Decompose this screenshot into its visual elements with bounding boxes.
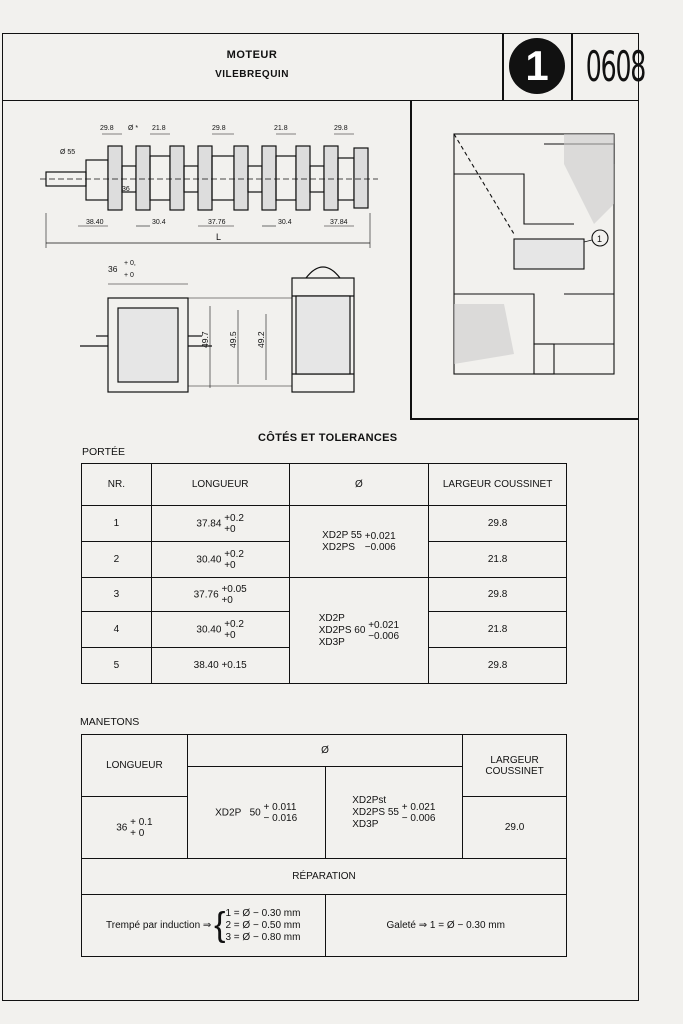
cell-nr: 1 bbox=[82, 506, 152, 542]
tol-minus: −0.006 bbox=[368, 630, 400, 642]
cell-nr: 3 bbox=[82, 578, 152, 612]
largeur-line: LARGEUR bbox=[490, 754, 539, 766]
dim-label: 29.8 bbox=[212, 125, 226, 132]
largeur-line: COUSSINET bbox=[485, 765, 544, 777]
col-header-diameter: Ø bbox=[289, 464, 429, 506]
portee-table bbox=[81, 463, 567, 684]
model: XD3P bbox=[352, 818, 379, 830]
dim-label: 21.8 bbox=[152, 125, 166, 132]
dim-label: 49.5 bbox=[228, 331, 238, 348]
dim-label: 29.8 bbox=[100, 125, 114, 132]
brace: { bbox=[214, 906, 226, 944]
induction-step: 2 = Ø − 0.50 mm bbox=[225, 919, 301, 931]
header-divider bbox=[571, 33, 573, 100]
model: XD2Pst bbox=[352, 794, 387, 806]
tol-plus: +0.021 bbox=[368, 619, 400, 631]
dia-value: 50 bbox=[249, 807, 261, 819]
manetons-label: MANETONS bbox=[80, 716, 140, 728]
cell-length bbox=[82, 797, 188, 859]
tol-plus: +0.2 bbox=[224, 548, 244, 560]
tol-minus: + 0 bbox=[130, 827, 145, 839]
dim-label: Ø * bbox=[128, 125, 139, 132]
dim-label: 36 bbox=[108, 264, 118, 274]
tol-minus: +0 bbox=[221, 594, 233, 606]
callout-label: 1 bbox=[597, 234, 603, 244]
cell-largeur: 29.8 bbox=[429, 506, 567, 542]
induction-step: 3 = Ø − 0.80 mm bbox=[225, 931, 301, 943]
model: XD2P bbox=[322, 529, 349, 541]
induction-step: 1 = Ø − 0.30 mm bbox=[225, 907, 301, 919]
tol-plus: +0.021 bbox=[364, 530, 396, 542]
table-row bbox=[82, 506, 567, 542]
length-value: 30.40 bbox=[196, 624, 222, 636]
table-row bbox=[82, 578, 567, 612]
journal-detail-drawing bbox=[60, 256, 400, 396]
dia-value: 55 bbox=[350, 529, 362, 541]
dim-label: Ø 55 bbox=[60, 149, 76, 156]
tol-minus: −0.006 bbox=[364, 541, 396, 553]
dim-label: 30.4 bbox=[278, 219, 292, 226]
cell-nr: 5 bbox=[82, 648, 152, 684]
col-header-largeur: LARGEUR COUSSINET bbox=[429, 464, 567, 506]
tol-plus: + 0.011 bbox=[263, 801, 297, 813]
col-header-largeur bbox=[463, 735, 567, 797]
cell-largeur: 29.8 bbox=[429, 578, 567, 612]
cell-longueur bbox=[151, 612, 289, 648]
model: XD2PS 60 bbox=[318, 624, 366, 636]
model: XD2PS bbox=[322, 541, 355, 553]
tol-plus: + 0.021 bbox=[401, 801, 436, 813]
cell-nr: 2 bbox=[82, 542, 152, 578]
col-header-longueur: LONGUEUR bbox=[82, 735, 188, 797]
dim-label: 36 bbox=[122, 186, 130, 193]
cell-diameter-xd2pst bbox=[325, 767, 463, 859]
page-number: 0608 bbox=[585, 42, 646, 91]
dim-label: L bbox=[216, 232, 222, 242]
tol-plus: +0.05 bbox=[221, 583, 247, 595]
dim-label: 49.7 bbox=[200, 331, 210, 348]
cell-largeur: 29.8 bbox=[429, 648, 567, 684]
dim-label: 37.76 bbox=[208, 219, 226, 226]
dim-label: 49.2 bbox=[256, 331, 266, 348]
dim-label: + 0, bbox=[124, 260, 136, 267]
cell-galete: Galeté ⇒ 1 = Ø − 0.30 mm bbox=[325, 895, 567, 957]
cell-nr: 4 bbox=[82, 612, 152, 648]
model: XD2P bbox=[318, 612, 345, 624]
bearing-section-drawing bbox=[414, 104, 636, 416]
cell-diameter-group1 bbox=[289, 506, 429, 578]
cell-longueur bbox=[151, 542, 289, 578]
cell-induction bbox=[82, 895, 326, 957]
dim-label: 37.84 bbox=[330, 219, 348, 226]
manetons-table bbox=[81, 734, 567, 957]
page-header bbox=[2, 33, 646, 101]
divider bbox=[410, 418, 639, 420]
cell-diameter-group2 bbox=[289, 578, 429, 684]
header-divider bbox=[502, 33, 504, 100]
page-subtitle: VILEBREQUIN bbox=[215, 69, 289, 80]
model: XD2PS 55 bbox=[352, 806, 399, 818]
section-title: CÔTÉS ET TOLERANCES bbox=[258, 432, 398, 444]
cell-largeur: 21.8 bbox=[429, 612, 567, 648]
tol-plus: + 0.1 bbox=[130, 816, 153, 828]
cell-longueur bbox=[151, 578, 289, 612]
tol-minus: +0 bbox=[224, 559, 236, 571]
chapter-badge: 1 bbox=[509, 38, 565, 94]
col-header-diameter: Ø bbox=[187, 735, 462, 767]
induction-label: Trempé par induction ⇒ bbox=[106, 920, 212, 932]
dim-label: 21.8 bbox=[274, 125, 288, 132]
length-value: 37.76 bbox=[193, 589, 219, 601]
tol-plus: +0.2 bbox=[224, 512, 244, 524]
portee-label: PORTÉE bbox=[82, 446, 125, 458]
model: XD3P bbox=[318, 636, 345, 648]
cell-largeur: 29.0 bbox=[463, 797, 567, 859]
dim-label: 38.40 bbox=[86, 219, 104, 226]
cell-longueur bbox=[151, 506, 289, 542]
col-header-nr: NR. bbox=[82, 464, 152, 506]
tol-minus: − 0.016 bbox=[263, 812, 298, 824]
model: XD2P bbox=[215, 807, 242, 819]
cell-largeur: 21.8 bbox=[429, 542, 567, 578]
length-value: 36 bbox=[116, 822, 128, 834]
tol-minus: − 0.006 bbox=[401, 812, 436, 824]
reparation-title: RÉPARATION bbox=[82, 859, 567, 895]
length-value: 30.40 bbox=[196, 554, 222, 566]
page-title: MOTEUR bbox=[226, 49, 278, 61]
tol-minus: +0 bbox=[224, 523, 236, 535]
cell-diameter-xd2p bbox=[187, 767, 325, 859]
cell-longueur: 38.40 +0.15 bbox=[151, 648, 289, 684]
tol-plus: +0.2 bbox=[224, 618, 244, 630]
dim-label: + 0 bbox=[124, 272, 134, 279]
dim-label: 29.8 bbox=[334, 125, 348, 132]
col-header-longueur: LONGUEUR bbox=[151, 464, 289, 506]
divider bbox=[410, 101, 412, 419]
crankshaft-drawing bbox=[40, 118, 385, 253]
tol-minus: +0 bbox=[224, 629, 236, 641]
dim-label: 30.4 bbox=[152, 219, 166, 226]
length-value: 37.84 bbox=[196, 518, 222, 530]
